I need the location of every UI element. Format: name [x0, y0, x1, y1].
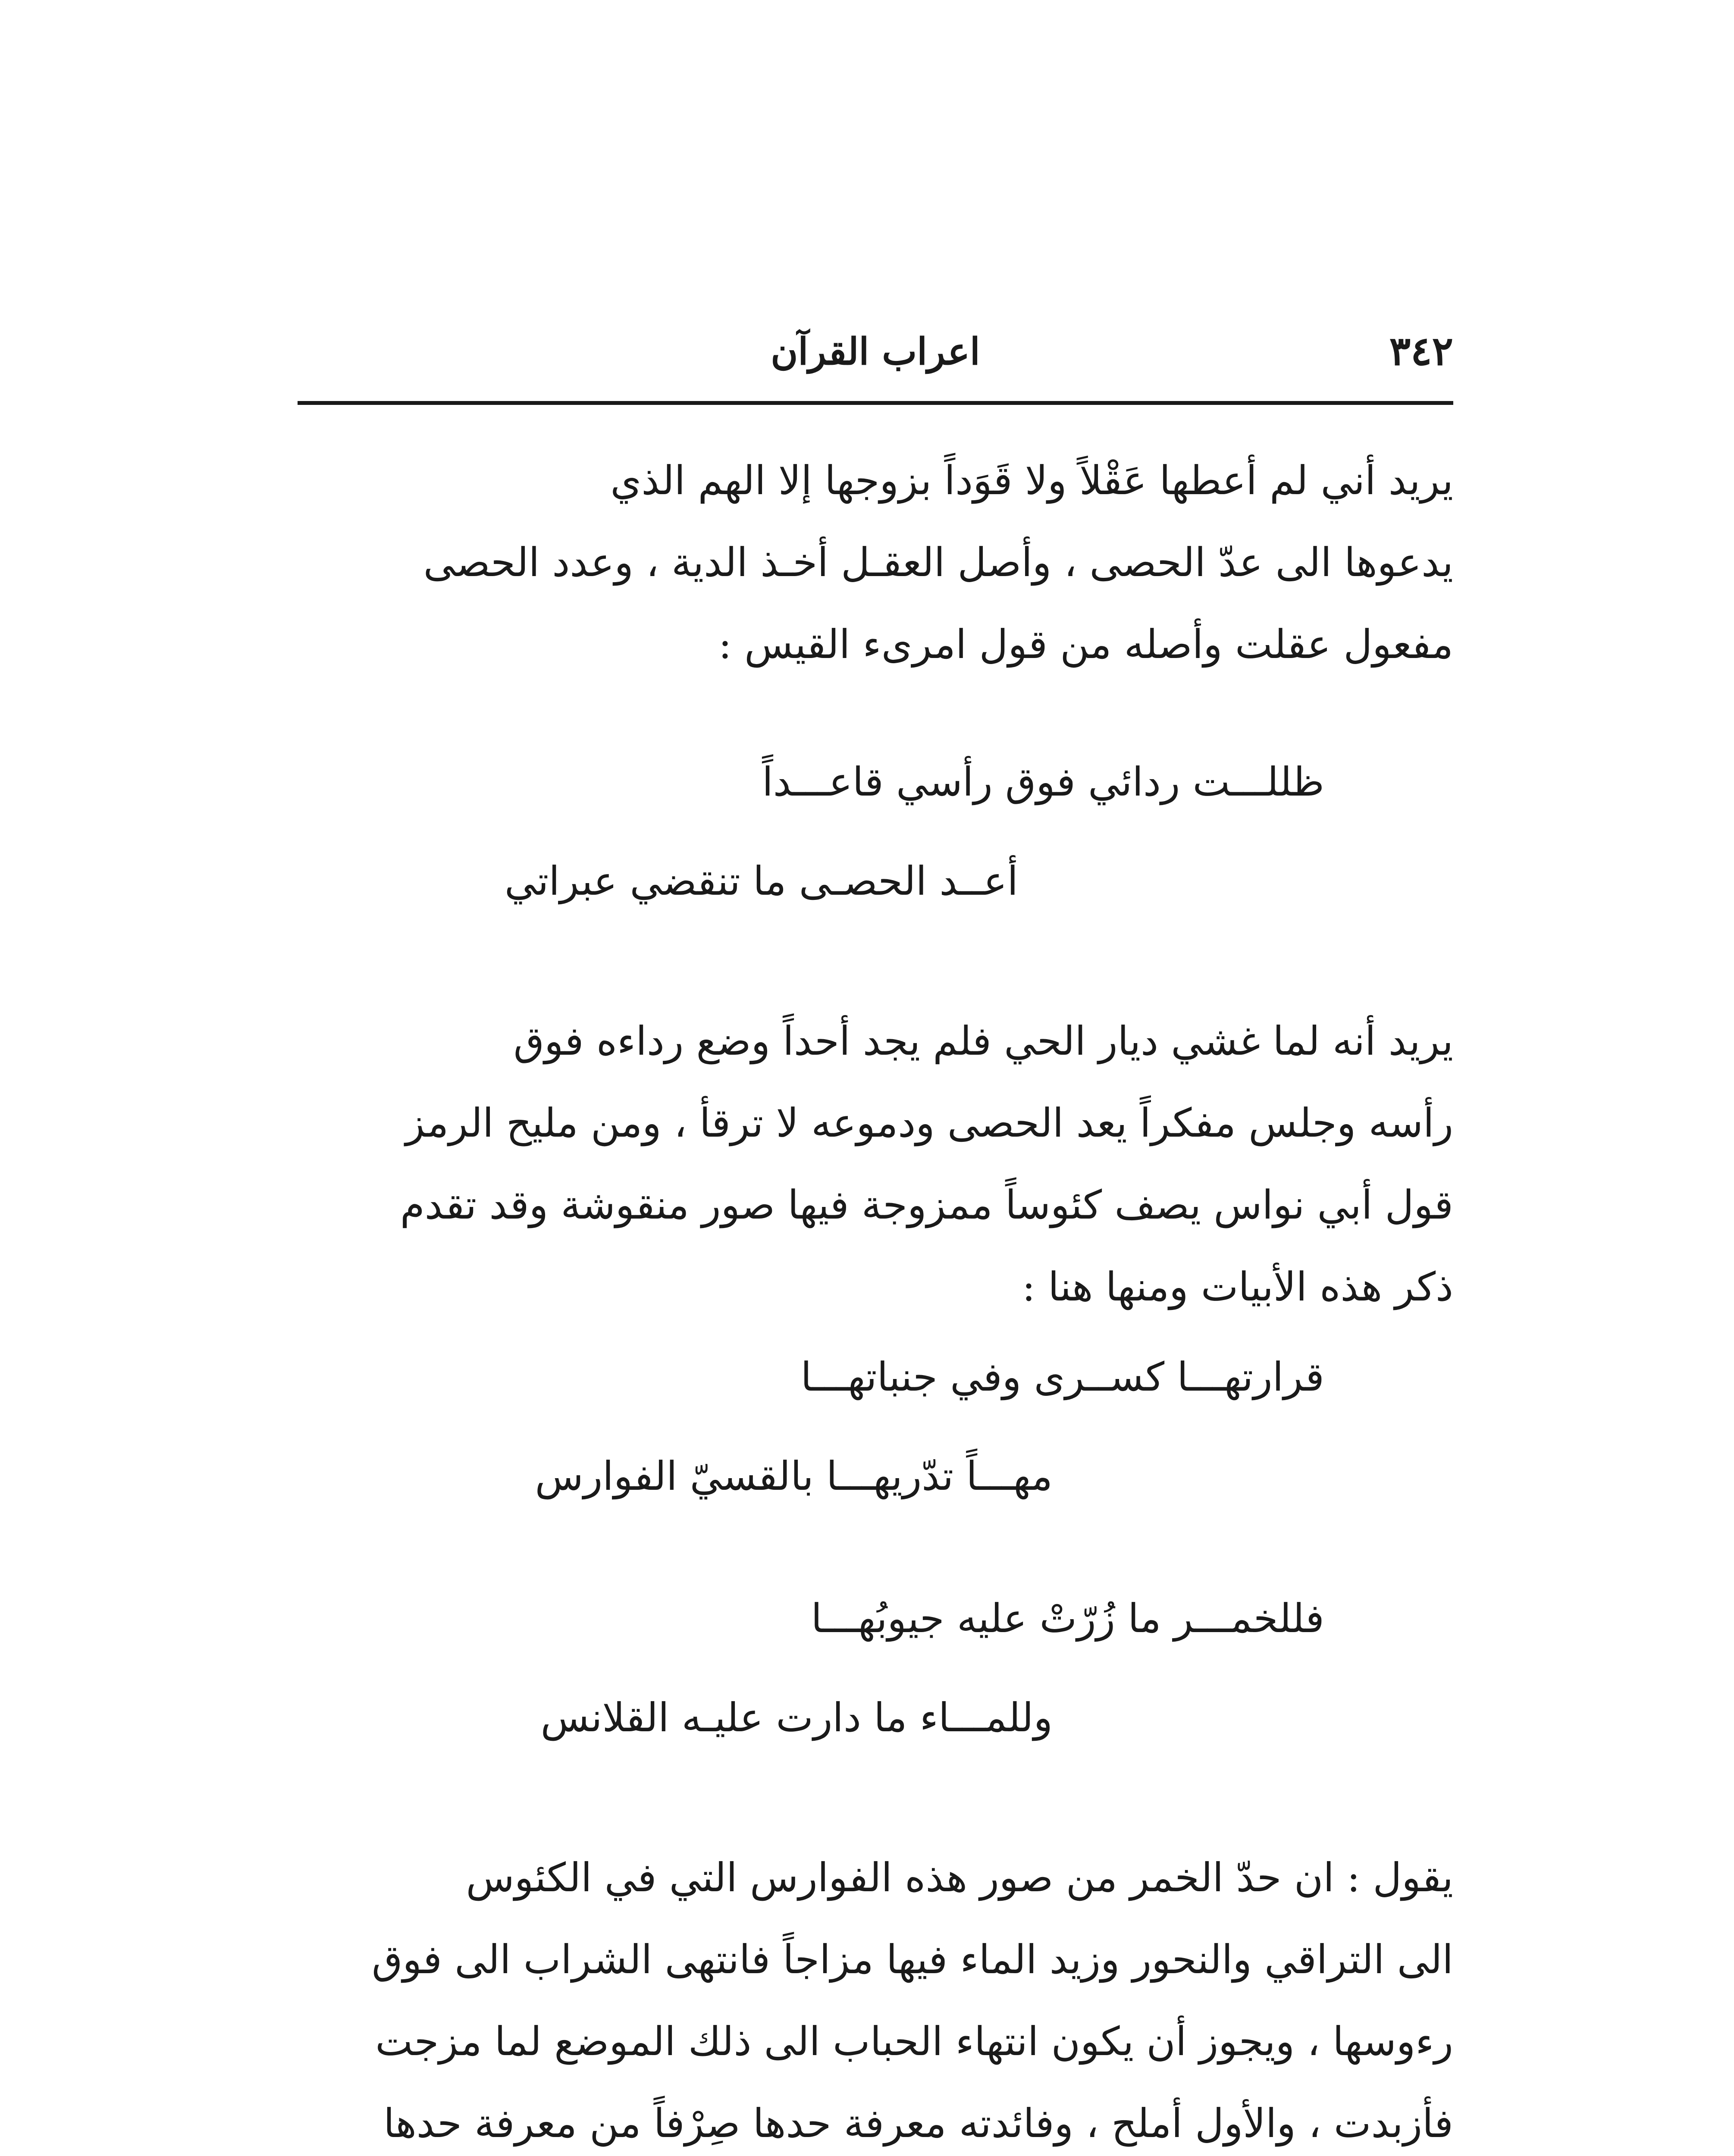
paragraph-2 — [298, 1000, 1453, 1328]
verse-1-hemistich-2: أعــد الحصـى ما تنقضي عبراتي — [505, 858, 1018, 904]
running-title: اعراب القرآن — [771, 330, 980, 373]
page-number: ٣٤٢ — [1389, 328, 1453, 374]
paragraph-line: الى التراقي والنحور وزيد الماء فيها مزاجاً فانتهى الشراب الى فوق — [372, 1937, 1453, 1983]
header-rule — [298, 401, 1453, 405]
paragraph-line: مفعول عقلت وأصله من قول امرىء القيس : — [718, 621, 1453, 667]
verse-2-hemistich-2: مهـــاً تدّريهـــا بالقسيّ الفوارس — [535, 1453, 1053, 1499]
paragraph-line: رأسه وجلس مفكراً يعد الحصى ودموعه لا ترقأ ، ومن مليح الرمز — [405, 1100, 1453, 1146]
page-header — [298, 319, 1453, 384]
paragraph-line: يدعوها الى عدّ الحصى ، وأصل العقـل أخـذ الدية ، وعدد الحصى — [423, 539, 1453, 586]
verse-3-hemistich-2: وللمـــاء ما دارت عليـه القلانس — [540, 1695, 1053, 1741]
paragraph-line: فأزبدت ، والأول أملح ، وفائدته معرفة حدها صِرْفاً من معرفة حدها — [383, 2100, 1453, 2147]
verse-1-hemistich-1: ظللـــت ردائي فوق رأسي قاعـــداً — [762, 759, 1324, 805]
paragraph-line: يريد أنه لما غشي ديار الحي فلم يجد أحداً وضع رداءه فوق — [513, 1018, 1453, 1064]
verse-2-hemistich-1: قرارتهـــا كســرى وفي جنباتهـــا — [800, 1354, 1324, 1400]
paragraph-line: يقول : ان حدّ الخمر من صور هذه الفوارس التي في الكئوس — [466, 1855, 1453, 1901]
paragraph-line: يريد أني لم أعطها عَقْلاً ولا قَوَداً بزوجها إلا الهم الذي — [610, 458, 1453, 504]
verse-3-hemistich-1: فللخمـــر ما زُرّتْ عليه جيوبُهـــا — [811, 1595, 1324, 1642]
paragraph-1 — [298, 440, 1453, 686]
paragraph-3 — [298, 1837, 1453, 2156]
paragraph-line: رءوسها ، ويجوز أن يكون انتهاء الحباب الى ذلك الموضع لما مزجت — [375, 2018, 1453, 2065]
paragraph-line: ذكر هذه الأبيات ومنها هنا : — [1022, 1264, 1453, 1310]
paragraph-line: قول أبي نواس يصف كئوساً ممزوجة فيها صور منقوشة وقد تقدم — [400, 1182, 1453, 1228]
